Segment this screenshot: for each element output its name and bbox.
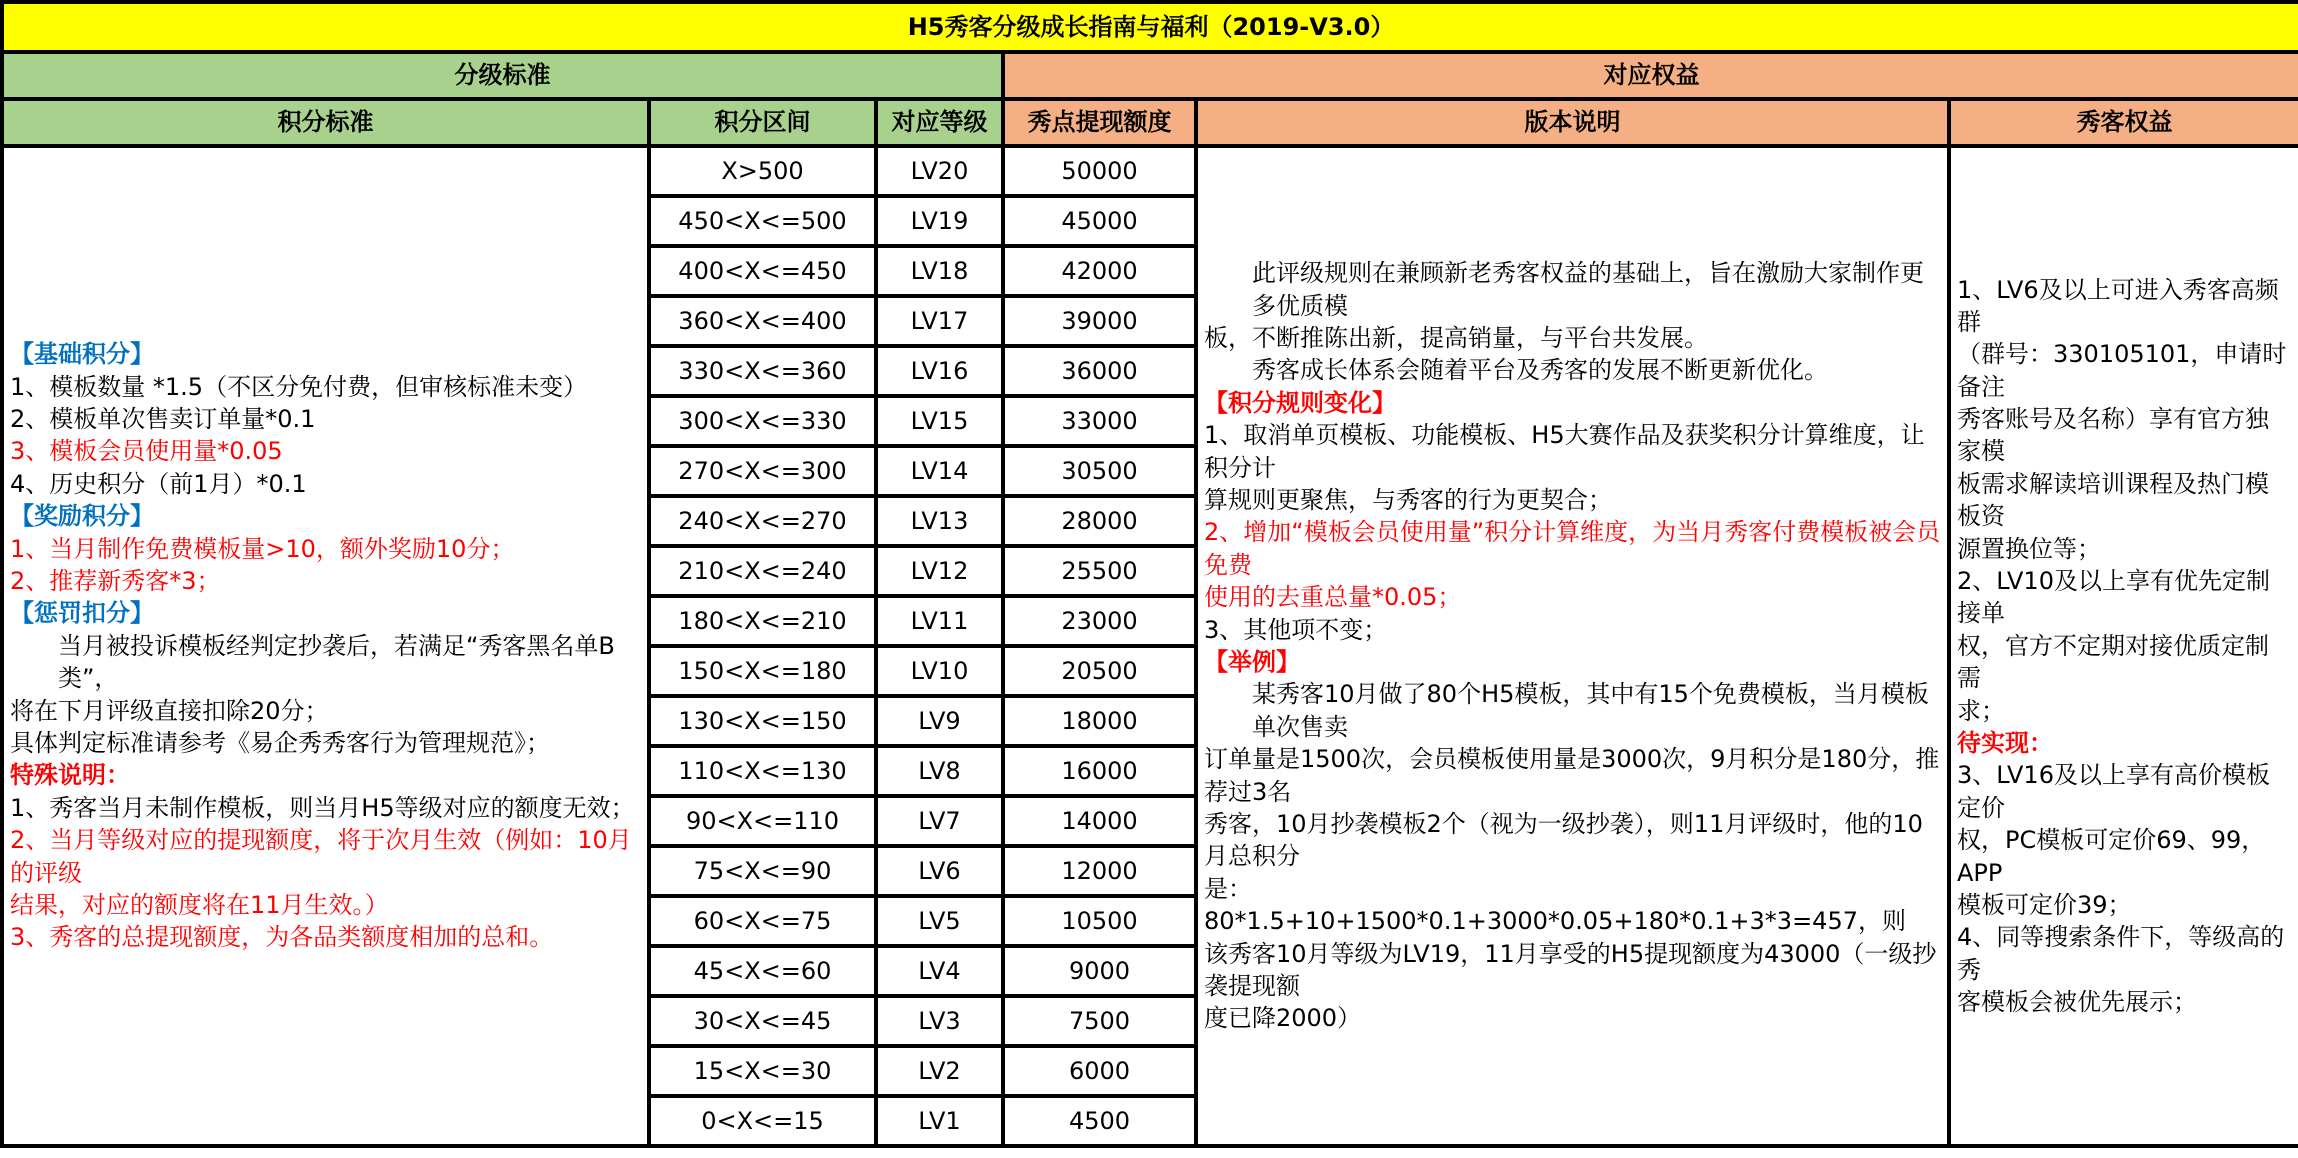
quota-cell: 36000 bbox=[1003, 346, 1196, 396]
standard-line: 特殊说明： bbox=[10, 761, 130, 790]
standard-line: 4、历史积分（前1月）*0.1 bbox=[10, 469, 307, 498]
column-header-standard: 积分标准 bbox=[2, 99, 649, 146]
version-line: 80*1.5+10+1500*0.1+3000*0.05+180*0.1+3*3=457，则 bbox=[1204, 907, 1906, 936]
rights-line: 待实现： bbox=[1957, 728, 2053, 757]
range-cell: 270<X<=300 bbox=[649, 446, 876, 496]
level-cell: LV16 bbox=[876, 346, 1003, 396]
version-line: 1、取消单页模板、功能模板、H5大赛作品及获奖积分计算维度，让积分计 bbox=[1204, 421, 1925, 482]
level-cell: LV6 bbox=[876, 846, 1003, 896]
version-line: 【举例】 bbox=[1204, 648, 1300, 676]
level-cell: LV15 bbox=[876, 396, 1003, 446]
standard-line: 将在下月评级直接扣除20分； bbox=[10, 696, 329, 725]
quota-cell: 14000 bbox=[1003, 796, 1196, 846]
version-line: 该秀客10月等级为LV19，11月享受的H5提现额度为43000（一级抄袭提现额 bbox=[1204, 939, 1937, 1000]
standard-cell bbox=[2, 146, 649, 1146]
range-cell: 75<X<=90 bbox=[649, 846, 876, 896]
rights-line: 客模板会被优先展示； bbox=[1957, 988, 2197, 1017]
standard-line: 2、当月等级对应的提现额度，将于次月生效（例如：10月的评级 bbox=[10, 826, 632, 887]
rights-line: 源置换位等； bbox=[1957, 534, 2101, 563]
range-cell: 90<X<=110 bbox=[649, 796, 876, 846]
level-cell: LV10 bbox=[876, 646, 1003, 696]
range-cell: 130<X<=150 bbox=[649, 696, 876, 746]
level-cell: LV11 bbox=[876, 596, 1003, 646]
level-cell: LV18 bbox=[876, 246, 1003, 296]
section-header-grading: 分级标准 bbox=[2, 52, 1003, 99]
standard-line: 当月被投诉模板经判定抄袭后，若满足“秀客黑名单B类”， bbox=[58, 631, 615, 693]
column-header-rights: 秀客权益 bbox=[1949, 99, 2298, 146]
rights-line: 秀客账号及名称）享有官方独家模 bbox=[1957, 405, 2269, 466]
range-cell: 210<X<=240 bbox=[649, 546, 876, 596]
quota-cell: 30500 bbox=[1003, 446, 1196, 496]
quota-cell: 45000 bbox=[1003, 196, 1196, 246]
quota-cell: 20500 bbox=[1003, 646, 1196, 696]
version-line: 是： bbox=[1204, 874, 1252, 903]
level-cell: LV14 bbox=[876, 446, 1003, 496]
level-cell: LV12 bbox=[876, 546, 1003, 596]
quota-cell: 6000 bbox=[1003, 1046, 1196, 1096]
standard-line: 3、秀客的总提现额度，为各品类额度相加的总和。 bbox=[10, 923, 554, 952]
column-header-range: 积分区间 bbox=[649, 99, 876, 146]
quota-cell: 18000 bbox=[1003, 696, 1196, 746]
range-cell: 0<X<=15 bbox=[649, 1096, 876, 1146]
table-row bbox=[2, 146, 2298, 196]
column-header-level: 对应等级 bbox=[876, 99, 1003, 146]
range-cell: 150<X<=180 bbox=[649, 646, 876, 696]
level-cell: LV13 bbox=[876, 496, 1003, 546]
level-cell: LV3 bbox=[876, 996, 1003, 1046]
version-line: 使用的去重总量*0.05； bbox=[1204, 583, 1462, 612]
standard-line: 1、当月制作免费模板量>10，额外奖励10分； bbox=[10, 534, 515, 563]
quota-cell: 10500 bbox=[1003, 896, 1196, 946]
rights-line: 权，PC模板可定价69、99，APP bbox=[1957, 826, 2266, 887]
quota-cell: 4500 bbox=[1003, 1096, 1196, 1146]
version-cell bbox=[1196, 146, 1949, 1146]
range-cell: 450<X<=500 bbox=[649, 196, 876, 246]
quota-cell: 28000 bbox=[1003, 496, 1196, 546]
version-line: 此评级规则在兼顾新老秀客权益的基础上，旨在激励大家制作更多优质模 bbox=[1252, 259, 1924, 320]
range-cell: 45<X<=60 bbox=[649, 946, 876, 996]
quota-cell: 12000 bbox=[1003, 846, 1196, 896]
quota-cell: 7500 bbox=[1003, 996, 1196, 1046]
rights-line: 求； bbox=[1957, 696, 2005, 725]
rights-line: 3、LV16及以上享有高价模板定价 bbox=[1957, 761, 2270, 822]
version-line: 订单量是1500次，会员模板使用量是3000次，9月积分是180分，推荐过3名 bbox=[1204, 745, 1940, 806]
standard-line: 2、模板单次售卖订单量*0.1 bbox=[10, 405, 316, 434]
version-line: 板，不断推陈出新，提高销量，与平台共发展。 bbox=[1204, 324, 1708, 353]
quota-cell: 39000 bbox=[1003, 296, 1196, 346]
range-cell: 15<X<=30 bbox=[649, 1046, 876, 1096]
quota-cell: 50000 bbox=[1003, 146, 1196, 196]
quota-cell: 25500 bbox=[1003, 546, 1196, 596]
range-cell: 330<X<=360 bbox=[649, 346, 876, 396]
version-line: 算规则更聚焦，与秀客的行为更契合； bbox=[1204, 486, 1612, 515]
range-cell: 240<X<=270 bbox=[649, 496, 876, 546]
quota-cell: 9000 bbox=[1003, 946, 1196, 996]
standard-line: 【惩罚扣分】 bbox=[10, 599, 154, 628]
section-header-benefits: 对应权益 bbox=[1003, 52, 2298, 99]
level-cell: LV1 bbox=[876, 1096, 1003, 1146]
rights-line: 2、LV10及以上享有优先定制接单 bbox=[1957, 567, 2270, 628]
quota-cell: 42000 bbox=[1003, 246, 1196, 296]
column-header-version: 版本说明 bbox=[1196, 99, 1949, 146]
level-cell: LV20 bbox=[876, 146, 1003, 196]
rights-line: 板需求解读培训课程及热门模板资 bbox=[1957, 469, 2269, 531]
level-cell: LV19 bbox=[876, 196, 1003, 246]
range-cell: 180<X<=210 bbox=[649, 596, 876, 646]
rights-line: 4、同等搜索条件下，等级高的秀 bbox=[1957, 923, 2285, 984]
version-line: 2、增加“模板会员使用量”积分计算维度，为当月秀客付费模板被会员免费 bbox=[1204, 518, 1941, 579]
standard-line: 具体判定标准请参考《易企秀秀客行为管理规范》； bbox=[10, 728, 550, 757]
standard-line: 2、推荐新秀客*3； bbox=[10, 567, 221, 596]
range-cell: 360<X<=400 bbox=[649, 296, 876, 346]
level-cell: LV17 bbox=[876, 296, 1003, 346]
level-cell: LV7 bbox=[876, 796, 1003, 846]
range-cell: X>500 bbox=[649, 146, 876, 196]
rights-line: 权，官方不定期对接优质定制需 bbox=[1957, 631, 2269, 693]
range-cell: 110<X<=130 bbox=[649, 746, 876, 796]
level-cell: LV5 bbox=[876, 896, 1003, 946]
standard-line: 3、模板会员使用量*0.05 bbox=[10, 437, 283, 466]
quota-cell: 16000 bbox=[1003, 746, 1196, 796]
standard-line: 【基础积分】 bbox=[10, 340, 154, 369]
column-header-quota: 秀点提现额度 bbox=[1003, 99, 1196, 146]
range-cell: 300<X<=330 bbox=[649, 396, 876, 446]
range-cell: 30<X<=45 bbox=[649, 996, 876, 1046]
rights-cell bbox=[1949, 146, 2298, 1146]
range-cell: 400<X<=450 bbox=[649, 246, 876, 296]
rights-line: 模板可定价39； bbox=[1957, 890, 2132, 919]
standard-line: 【奖励积分】 bbox=[10, 502, 154, 531]
version-line: 3、其他项不变； bbox=[1204, 615, 1388, 644]
version-line: 度已降2000） bbox=[1204, 1004, 1362, 1033]
page-title: H5秀客分级成长指南与福利（2019-V3.0） bbox=[2, 2, 2298, 52]
range-cell: 60<X<=75 bbox=[649, 896, 876, 946]
rights-line: 1、LV6及以上可进入秀客高频群 bbox=[1957, 275, 2279, 336]
level-cell: LV2 bbox=[876, 1046, 1003, 1096]
version-line: 某秀客10月做了80个H5模板，其中有15个免费模板，当月模板单次售卖 bbox=[1252, 680, 1929, 741]
version-line: 【积分规则变化】 bbox=[1204, 388, 1396, 417]
standard-line: 1、秀客当月未制作模板，则当月H5等级对应的额度无效； bbox=[10, 793, 635, 822]
level-cell: LV9 bbox=[876, 696, 1003, 746]
level-cell: LV4 bbox=[876, 946, 1003, 996]
version-line: 秀客，10月抄袭模板2个（视为一级抄袭），则11月评级时，他的10月总积分 bbox=[1204, 809, 1923, 871]
quota-cell: 23000 bbox=[1003, 596, 1196, 646]
version-line: 秀客成长体系会随着平台及秀客的发展不断更新优化。 bbox=[1252, 356, 1828, 385]
standard-line: 结果，对应的额度将在11月生效。） bbox=[10, 890, 389, 919]
level-cell: LV8 bbox=[876, 746, 1003, 796]
quota-cell: 33000 bbox=[1003, 396, 1196, 446]
standard-line: 1、模板数量 *1.5（不区分免付费，但审核标准未变） bbox=[10, 372, 588, 401]
rights-line: （群号：330105101，申请时备注 bbox=[1957, 340, 2287, 401]
